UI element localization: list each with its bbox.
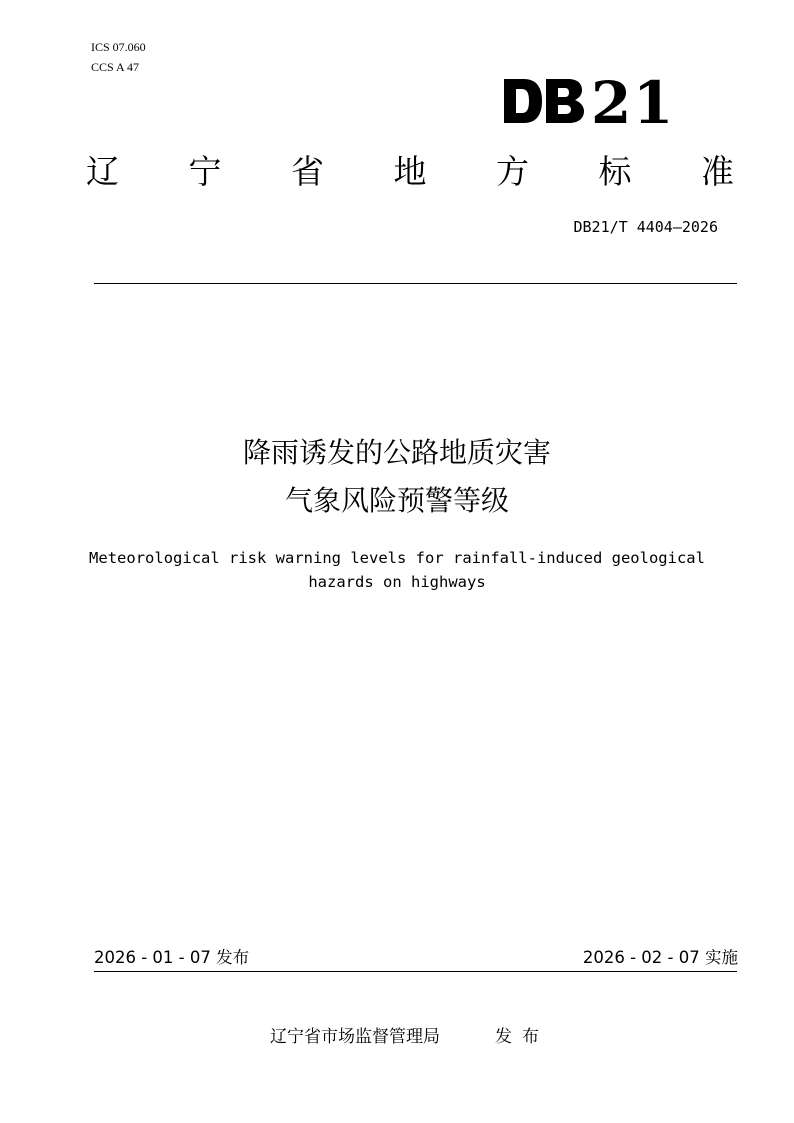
issue-date: 2026 - 01 - 07 发布 xyxy=(94,948,250,967)
standard-type-char: 地 xyxy=(393,152,427,191)
ccs-code: CCS A 47 xyxy=(91,60,140,74)
top-divider xyxy=(94,283,737,284)
title-english-line-1: Meteorological risk warning levels for rainfall-induced geological xyxy=(89,549,705,567)
bottom-divider xyxy=(94,971,737,972)
publish-label: 发布 xyxy=(495,1027,549,1047)
title-english-line-2: hazards on highways xyxy=(308,573,486,591)
implementation-date: 2026 - 02 - 07 实施 xyxy=(582,948,738,967)
db21-logo xyxy=(502,73,674,129)
publisher-name: 辽宁省市场监督管理局 xyxy=(270,1027,440,1047)
standard-type-char: 宁 xyxy=(188,152,222,191)
db21-logo-graphic xyxy=(502,73,674,129)
standard-type-char: 辽 xyxy=(86,152,119,191)
standard-type-char: 标 xyxy=(598,152,632,191)
svg-text:1: 1 xyxy=(633,73,674,129)
ics-code: ICS 07.060 xyxy=(91,40,146,54)
svg-text:2: 2 xyxy=(591,73,632,129)
standard-number: DB21/T 4404—2026 xyxy=(573,218,718,236)
standard-type-char: 省 xyxy=(291,152,324,191)
standard-type-char: 方 xyxy=(496,152,529,191)
title-chinese-line-1: 降雨诱发的公路地质灾害 xyxy=(242,436,551,469)
standard-type-char: 准 xyxy=(701,152,734,191)
title-chinese-line-2: 气象风险预警等级 xyxy=(284,484,509,517)
standard-type-heading xyxy=(86,150,734,194)
